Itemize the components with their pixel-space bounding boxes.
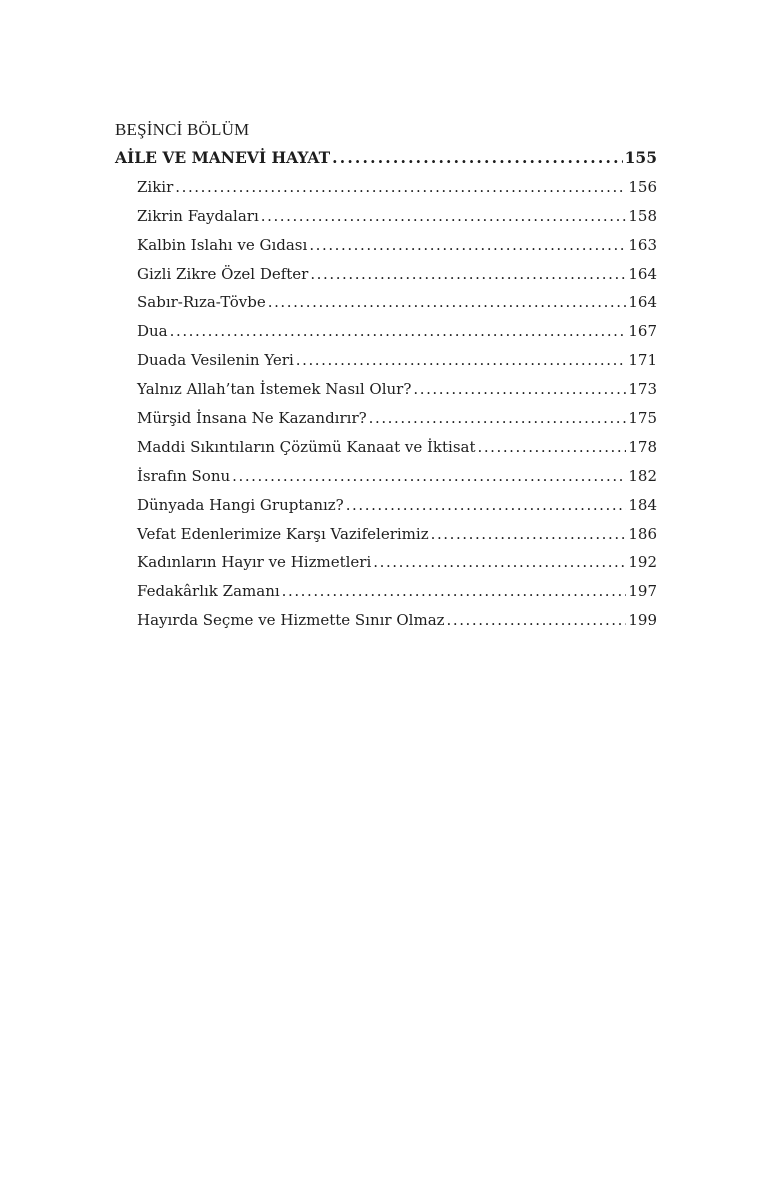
toc-entry xyxy=(115,231,657,260)
toc-entry-title: Mürşid İnsana Ne Kazandırır? xyxy=(137,409,367,428)
toc-entry-title: Kadınların Hayır ve Hizmetleri xyxy=(137,553,372,572)
dot-leader xyxy=(346,491,627,520)
toc-entry xyxy=(115,520,657,549)
toc-entry xyxy=(115,202,657,231)
toc-entry-page: 186 xyxy=(628,524,657,543)
toc-entry-title: Duada Vesilenin Yeri xyxy=(137,351,294,370)
toc-entry-title: İsrafın Sonu xyxy=(137,466,231,485)
toc-chapter-entry xyxy=(115,144,657,173)
dot-leader xyxy=(478,433,627,462)
toc-chapter-title: AİLE VE MANEVİ HAYAT xyxy=(115,148,331,167)
toc-entry-page: 192 xyxy=(628,553,657,572)
toc-entry xyxy=(115,288,657,317)
toc-entry xyxy=(115,173,657,202)
toc-entry xyxy=(115,404,657,433)
dot-leader xyxy=(309,231,626,260)
toc-entry-page: 158 xyxy=(628,206,657,225)
dot-leader xyxy=(232,462,626,491)
toc-entry-title: Vefat Edenlerimize Karşı Vazifelerimiz xyxy=(137,524,429,543)
toc-entry xyxy=(115,606,657,635)
toc-entry-title: Maddi Sıkıntıların Çözümü Kanaat ve İktisat xyxy=(137,437,476,456)
toc-entry-page: 175 xyxy=(628,409,657,428)
toc-entry-page: 167 xyxy=(628,322,657,341)
toc-entry-title: Zikrin Faydaları xyxy=(137,206,259,225)
toc-entry-page: 164 xyxy=(628,264,657,283)
dot-leader xyxy=(431,520,627,549)
dot-leader xyxy=(447,606,627,635)
toc-entry xyxy=(115,433,657,462)
dot-leader xyxy=(413,375,626,404)
dot-leader xyxy=(296,346,627,375)
toc-entry xyxy=(115,577,657,606)
toc-entry-page: 184 xyxy=(628,495,657,514)
toc-entry-title: Gizli Zikre Özel Defter xyxy=(137,264,309,283)
toc-chapter-page: 155 xyxy=(624,148,657,167)
toc-entry xyxy=(115,317,657,346)
dot-leader xyxy=(261,202,627,231)
part-title: BEŞİNCİ BÖLÜM xyxy=(115,120,250,139)
toc-entry xyxy=(115,462,657,491)
toc-entry-title: Dünyada Hangi Gruptanız? xyxy=(137,495,344,514)
toc-entry xyxy=(115,260,657,289)
toc-entry-title: Dua xyxy=(137,322,168,341)
dot-leader xyxy=(369,404,627,433)
table-of-contents xyxy=(115,116,657,635)
toc-entry-page: 171 xyxy=(628,351,657,370)
toc-entry-page: 199 xyxy=(628,611,657,630)
toc-entry-page: 178 xyxy=(628,437,657,456)
toc-entry-page: 197 xyxy=(628,582,657,601)
dot-leader xyxy=(332,144,622,173)
dot-leader xyxy=(282,577,627,606)
toc-entry-page: 173 xyxy=(628,380,657,399)
toc-entry xyxy=(115,491,657,520)
toc-entry-title: Yalnız Allah’tan İstemek Nasıl Olur? xyxy=(137,380,412,399)
toc-entry-page: 182 xyxy=(628,466,657,485)
toc-entry xyxy=(115,346,657,375)
dot-leader xyxy=(268,288,627,317)
toc-entry xyxy=(115,548,657,577)
toc-entry-title: Fedakârlık Zamanı xyxy=(137,582,280,601)
toc-entry-title: Hayırda Seçme ve Hizmette Sınır Olmaz xyxy=(137,611,445,630)
toc-entry-page: 156 xyxy=(628,177,657,196)
toc-entry-page: 164 xyxy=(628,293,657,312)
toc-entry xyxy=(115,375,657,404)
toc-entry-title: Kalbin Islahı ve Gıdası xyxy=(137,235,308,254)
dot-leader xyxy=(310,260,626,289)
toc-entry-title: Zikir xyxy=(137,177,174,196)
toc-entry-page: 163 xyxy=(628,235,657,254)
dot-leader xyxy=(373,548,626,577)
dot-leader xyxy=(170,317,627,346)
toc-entry-title: Sabır-Rıza-Tövbe xyxy=(137,293,266,312)
dot-leader xyxy=(175,173,626,202)
